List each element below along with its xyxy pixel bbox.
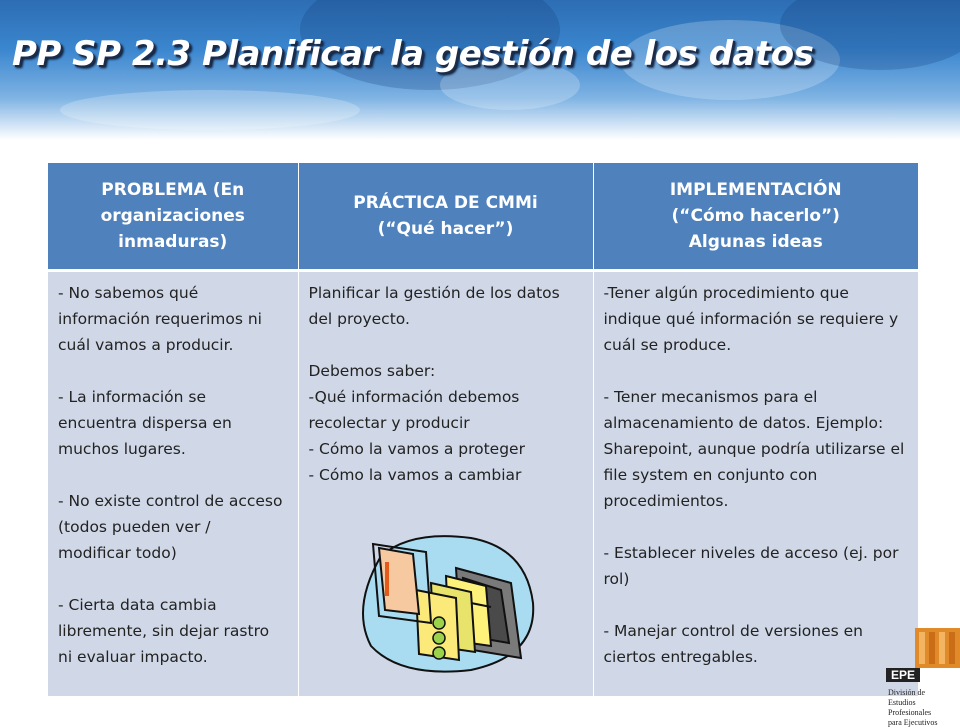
list-item: - Cómo la vamos a proteger: [308, 440, 525, 458]
header-problema: PROBLEMA (En organizaciones inmaduras): [48, 163, 298, 271]
header-practica: PRÁCTICA DE CMMi (“Qué hacer”): [298, 163, 593, 271]
cell-implementacion: [593, 271, 918, 697]
practice-lead: Debemos saber:: [308, 362, 436, 380]
slide-title: PP SP 2.3 Planificar la gestión de los datos: [12, 34, 814, 74]
list-item: - No existe control de acceso (todos pueden ver / modificar todo): [58, 492, 283, 562]
comparison-table: [48, 163, 918, 696]
table-header-row: [48, 163, 918, 271]
list-item: - No sabemos qué información requerimos ni cuál vamos a producir.: [58, 284, 262, 354]
epe-logo-text: División de Estudios Profesionales para Ejecutivos: [888, 688, 938, 727]
list-item: - Establecer niveles de acceso (ej. por rol): [603, 544, 899, 588]
files-cabinet-clipart-icon: [351, 528, 541, 678]
list-item: - Manejar control de versiones en ciertos entregables.: [603, 622, 863, 666]
table-row: [48, 271, 918, 697]
practice-intro: Planificar la gestión de los datos del proyecto.: [308, 284, 560, 328]
header-implementacion: IMPLEMENTACIÓN (“Cómo hacerlo”) Algunas ideas: [593, 163, 918, 271]
list-item: - La información se encuentra dispersa en muchos lugares.: [58, 388, 232, 458]
list-item: - Cierta data cambia libremente, sin dejar rastro ni evaluar impacto.: [58, 596, 270, 666]
cell-practica: [298, 271, 593, 697]
list-item: -Tener algún procedimiento que indique qué información se requiere y cuál se produce.: [603, 284, 899, 354]
epe-logo-graphic: [915, 628, 960, 668]
epe-logo-abbr: EPE: [886, 668, 920, 682]
list-item: - Cómo la vamos a cambiar: [308, 466, 522, 484]
cell-problema: [48, 271, 298, 697]
list-item: -Qué información debemos recolectar y producir: [308, 388, 520, 432]
list-item: - Tener mecanismos para el almacenamiento de datos. Ejemplo: Sharepoint, aunque podría utilizarse el file system en conjunto con procedimientos.: [603, 388, 905, 510]
